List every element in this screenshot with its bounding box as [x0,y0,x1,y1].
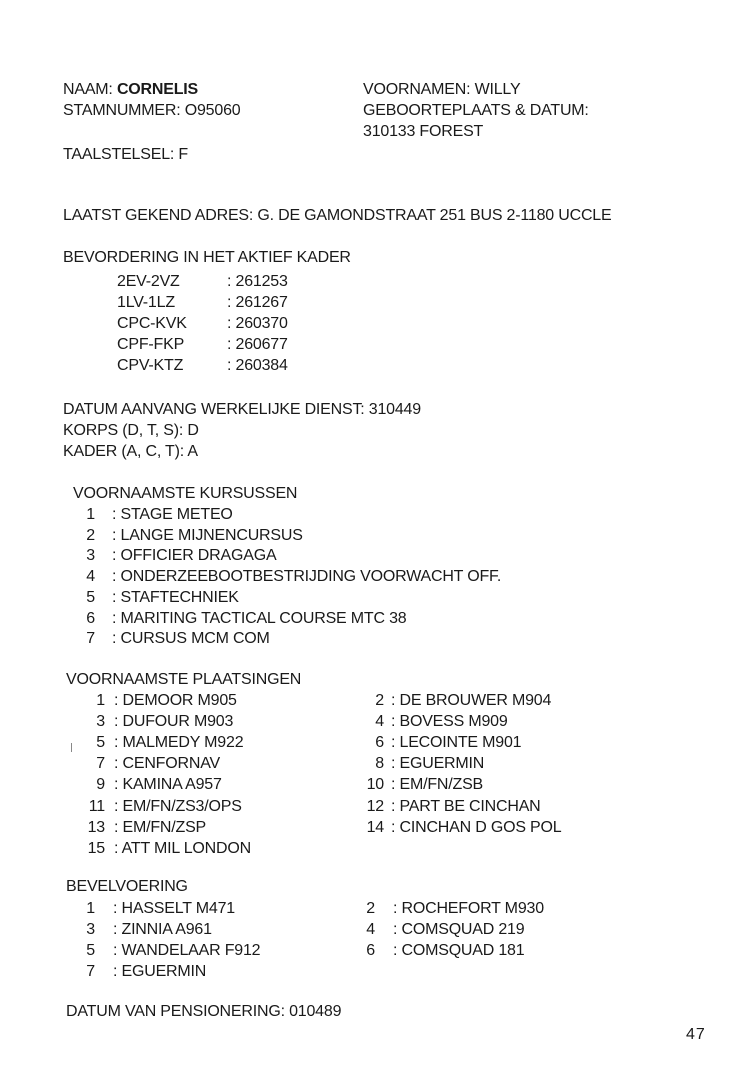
rank-code: 1LV-1LZ [117,294,175,311]
laatst-gekend-adres: LAATST GEKEND ADRES: G. DE GAMONDSTRAAT 251 BUS 2-1180 UCCLE [63,207,612,224]
list-item-text: : BOVESS M909 [391,713,508,730]
list-item-text: : CURSUS MCM COM [112,630,270,647]
list-item-number: 12 [366,798,384,815]
list-item-number: 5 [96,734,105,751]
list-item-number: 11 [88,798,105,815]
list-item-number: 5 [86,942,95,959]
list-item-number: 3 [86,921,95,938]
promotion-date: : 260384 [227,357,288,374]
promotion-date: : 261253 [227,273,288,290]
naam-line [63,80,198,100]
list-item-text: : OFFICIER DRAGAGA [112,547,277,564]
list-item-number: 5 [86,589,95,606]
naam-value: CORNELIS [116,81,199,98]
list-item-text: : DEMOOR M905 [114,692,237,709]
list-item-text: : EM/FN/ZS3/OPS [114,798,242,815]
list-item-number: 3 [96,713,105,730]
list-item-number: 2 [366,900,375,917]
list-item-number: 4 [366,921,375,938]
rank-code: CPF-FKP [117,336,185,353]
list-item-text: : DUFOUR M903 [114,713,234,730]
rank-code: CPC-KVK [117,315,187,332]
list-item-text: : WANDELAAR F912 [113,942,261,959]
bevordering-title: BEVORDERING IN HET AKTIEF KADER [63,249,351,266]
list-item-number: 1 [86,506,95,523]
list-item-text: : PART BE CINCHAN [391,798,541,815]
list-item-text: : COMSQUAD 181 [393,942,525,959]
plaatsingen-title: VOORNAAMSTE PLAATSINGEN [66,671,302,688]
rank-code: CPV-KTZ [117,357,184,374]
list-item-text: : CINCHAN D GOS POL [391,819,562,836]
stamnummer: STAMNUMMER: O95060 [63,102,241,119]
promotion-date: : 260677 [227,336,288,353]
list-item-number: 1 [86,900,95,917]
list-item-number: 4 [86,568,95,585]
list-item-number: 2 [375,692,384,709]
list-item-text: : ZINNIA A961 [113,921,212,938]
voornamen: VOORNAMEN: WILLY [363,81,521,98]
list-item-text: : EGUERMIN [391,755,485,772]
list-item-number: 7 [86,630,95,647]
list-item-text: : EGUERMIN [113,963,207,980]
rank-code: 2EV-2VZ [117,273,180,290]
list-item-text: : STAGE METEO [112,506,233,523]
list-item-number: 3 [86,547,95,564]
promotion-date: : 261267 [227,294,288,311]
naam-label: NAAM: [63,81,113,98]
page-number: 47 [686,1026,706,1043]
scan-speck [71,743,72,752]
list-item-number: 7 [86,963,95,980]
list-item-text: : KAMINA A957 [114,776,222,793]
list-item-text: : STAFTECHNIEK [112,589,239,606]
list-item-text: : EM/FN/ZSB [391,776,484,793]
list-item-text: : LANGE MIJNENCURSUS [112,527,303,544]
list-item-number: 10 [366,776,384,793]
list-item-text: : HASSELT M471 [113,900,235,917]
list-item-number: 6 [86,610,95,627]
list-item-number: 8 [375,755,384,772]
list-item-number: 1 [96,692,105,709]
kursussen-title: VOORNAAMSTE KURSUSSEN [73,485,298,502]
kader: KADER (A, C, T): A [63,443,198,460]
list-item-number: 15 [87,840,105,857]
list-item-number: 13 [87,819,105,836]
taalstelsel: TAALSTELSEL: F [63,146,188,163]
list-item-number: 4 [375,713,384,730]
geboorte-value: 310133 FOREST [363,123,484,140]
list-item-text: : MARITING TACTICAL COURSE MTC 38 [112,610,407,627]
list-item-text: : ATT MIL LONDON [114,840,251,857]
list-item-number: 14 [366,819,384,836]
list-item-number: 6 [375,734,384,751]
bevelvoering-title: BEVELVOERING [66,878,188,895]
list-item-text: : COMSQUAD 219 [393,921,525,938]
list-item-text: : LECOINTE M901 [391,734,522,751]
geboorte-label: GEBOORTEPLAATS & DATUM: [363,102,589,119]
datum-aanvang-dienst: DATUM AANVANG WERKELIJKE DIENST: 310449 [63,401,421,418]
list-item-text: : CENFORNAV [114,755,220,772]
list-item-text: : ONDERZEEBOOTBESTRIJDING VOORWACHT OFF. [112,568,502,585]
korps: KORPS (D, T, S): D [63,422,199,439]
promotion-date: : 260370 [227,315,288,332]
list-item-text: : ROCHEFORT M930 [393,900,544,917]
list-item-text: : DE BROUWER M904 [391,692,552,709]
list-item-text: : EM/FN/ZSP [114,819,207,836]
list-item-number: 7 [96,755,105,772]
list-item-number: 6 [366,942,375,959]
list-item-number: 2 [86,527,95,544]
list-item-number: 9 [96,776,105,793]
list-item-text: : MALMEDY M922 [114,734,244,751]
datum-pensionering: DATUM VAN PENSIONERING: 010489 [66,1003,342,1020]
